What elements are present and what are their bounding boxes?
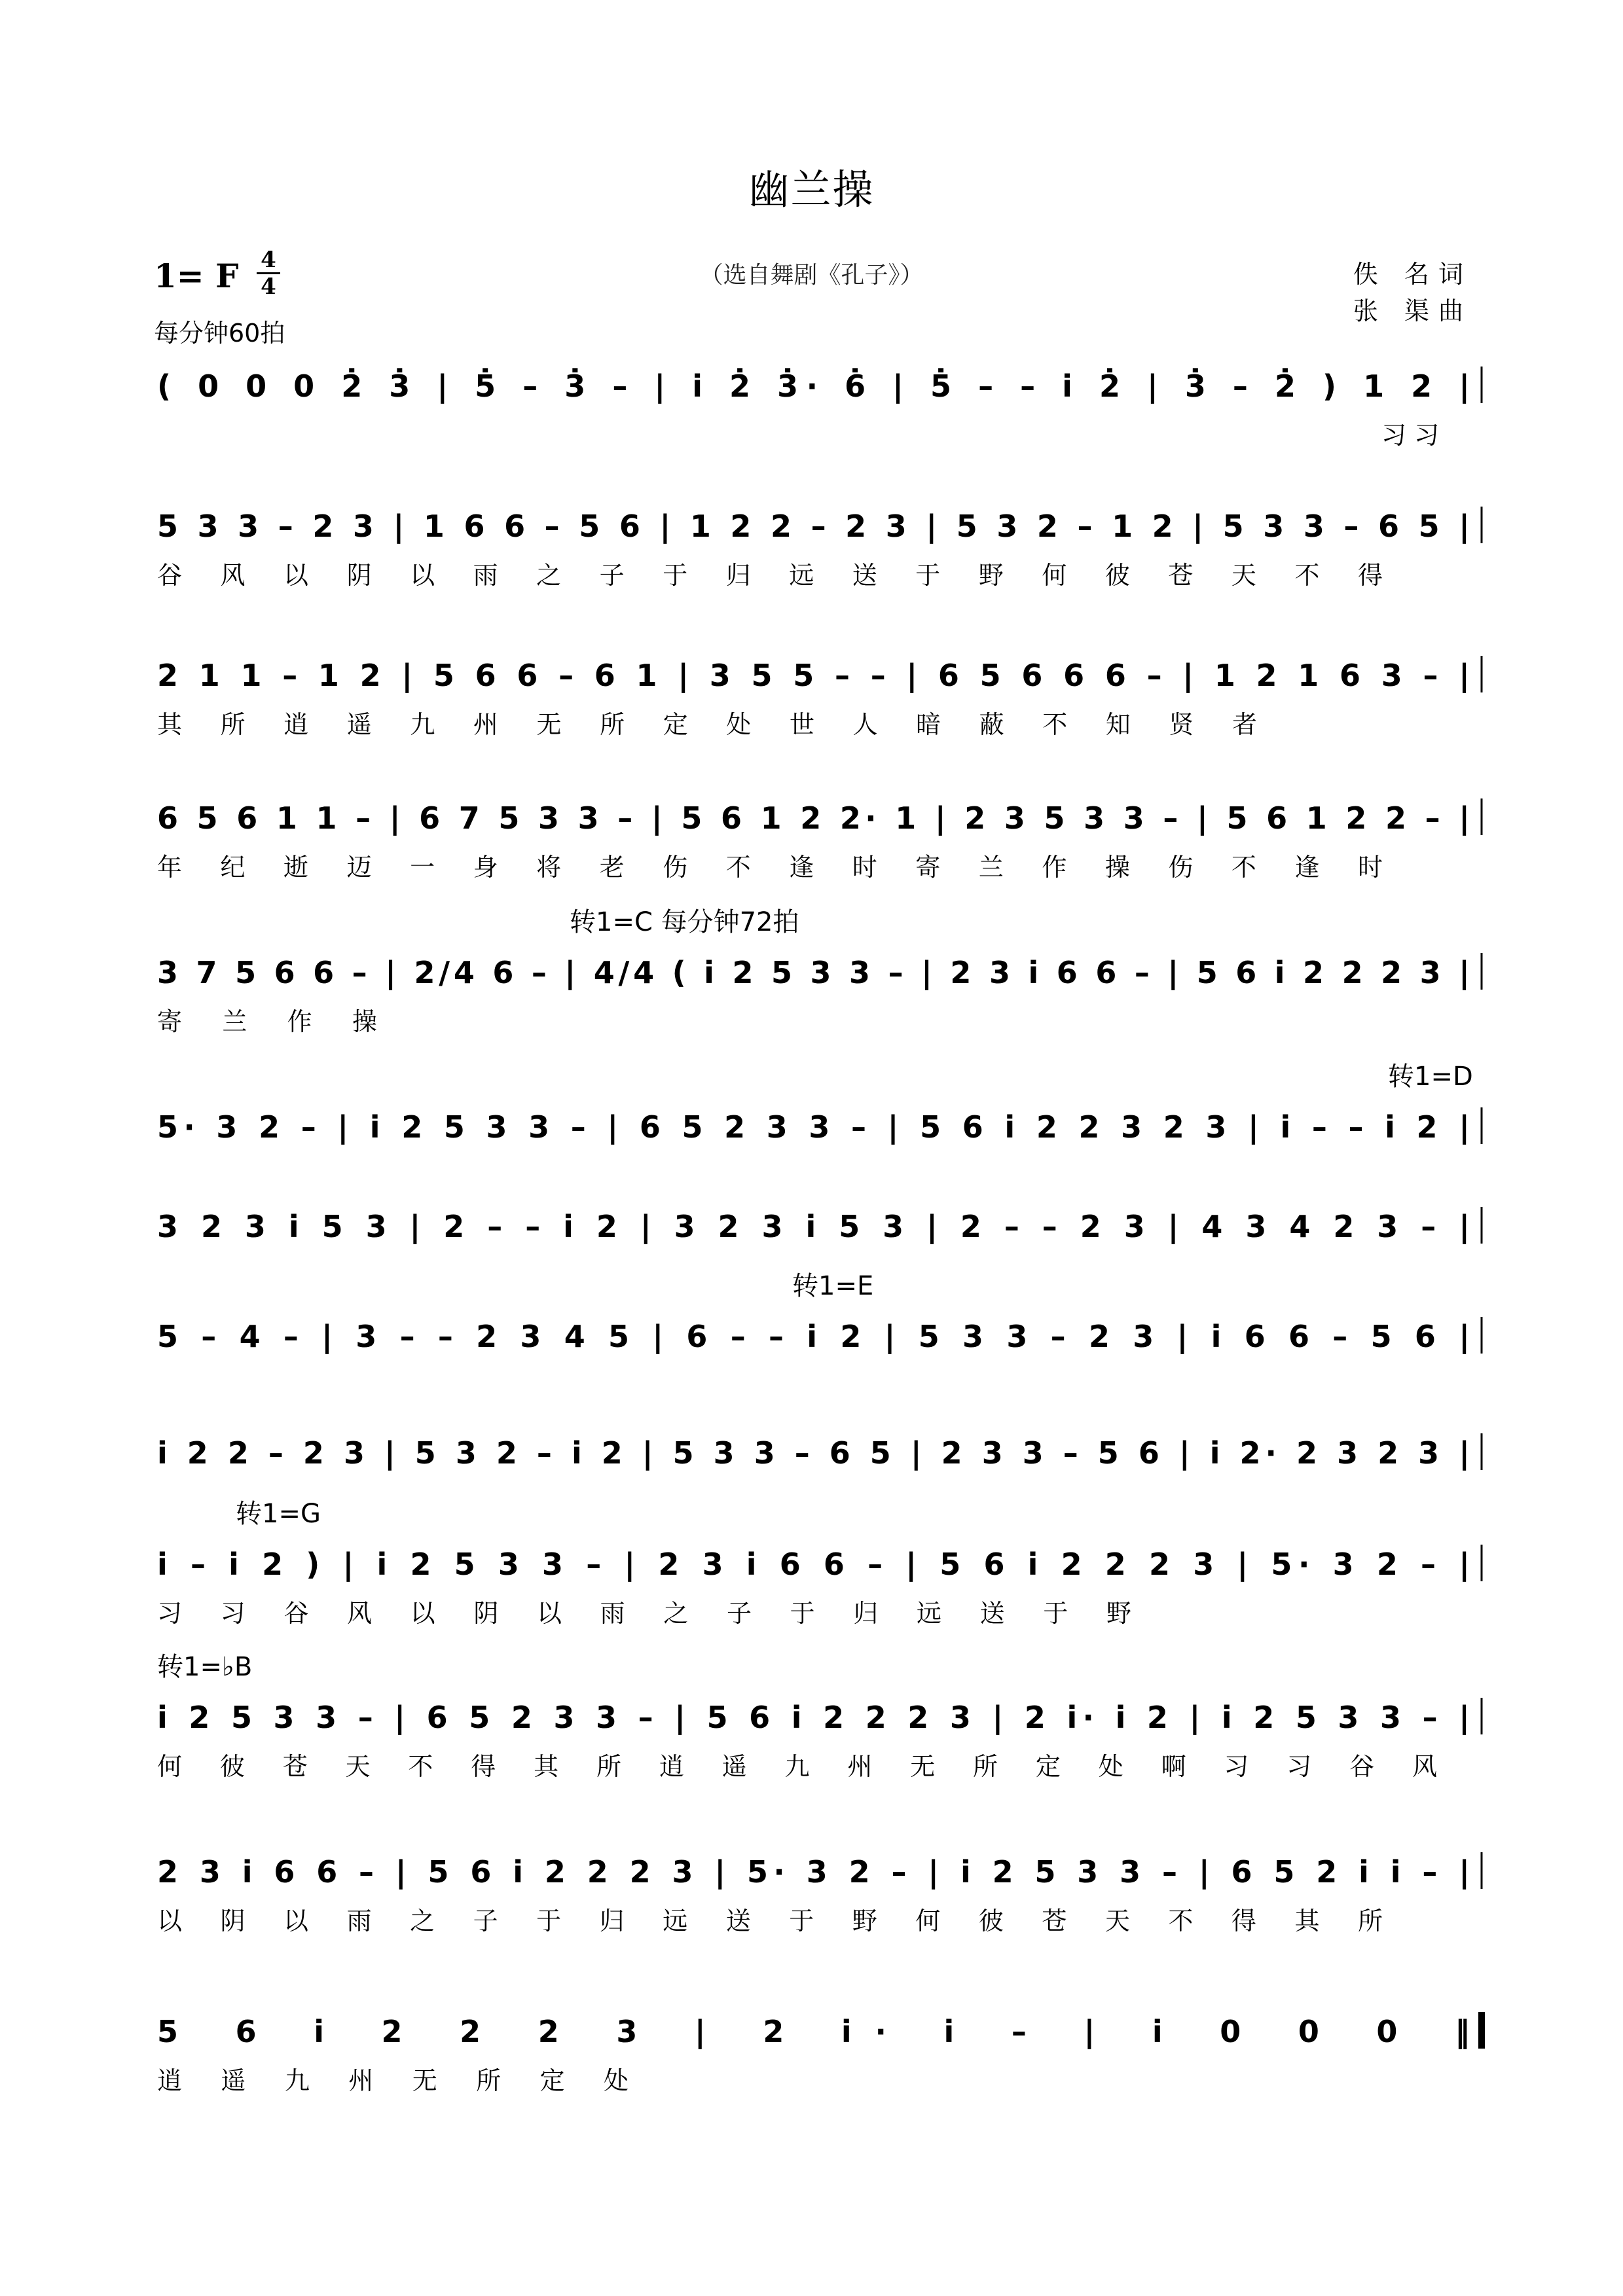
score-system (157, 367, 1482, 450)
score-system (157, 2012, 1482, 2095)
key-signature: 1= F (154, 257, 239, 295)
score-system (157, 1499, 1482, 1628)
modulation-marking: 转1=E (792, 1271, 874, 1301)
score-system (157, 1062, 1482, 1145)
notation-line: 2 3 i 6 6 – | 5 6 i 2 2 2 3 | 5· 3 2 – | i 2 5 3 3 – | 6 5 2 i i – | (157, 1854, 1470, 1890)
score-system (157, 907, 1482, 1036)
notation-line: 3 2 3 i 5 3 | 2 – – i 2 | 3 2 3 i 5 3 | 2 – – 2 3 | 4 3 4 2 3 – | (157, 1209, 1470, 1244)
notation-line: 6 5 6 1 1 – | 6 7 5 3 3 – | 5 6 1 2 2· 1 | 2 3 5 3 3 – | 5 6 1 2 2 – | (157, 800, 1470, 836)
lyrics-line: 习 习 谷 风 以 阴 以 雨 之 子 于 归 远 送 于 野 (157, 1599, 1132, 1628)
notation-line: ( 0 0 0 2̇ 3̇ | 5̇ – 3̇ – | i 2̇ 3̇· 6̇ | 5̇ – – i 2̇ | 3̇ – 2̇ ) 1 2 | (157, 368, 1470, 404)
modulation-marking: 转1=D (1388, 1062, 1473, 1092)
notation-line: i 2 2 – 2 3 | 5 3 2 – i 2 | 5 3 3 – 6 5 | 2 3 3 – 5 6 | i 2· 2 3 2 3 | (157, 1435, 1470, 1471)
time-sig-numerator: 4 (261, 247, 276, 273)
lyrics-line: 逍 遥 九 州 无 所 定 处 (157, 2066, 629, 2095)
modulation-marking: 转1=♭B (157, 1652, 253, 1682)
score-system (157, 656, 1482, 739)
score-system (157, 1207, 1482, 1245)
lyrics-line: 年 纪 逝 迈 一 身 将 老 伤 不 逢 时 寄 兰 作 操 伤 不 逢 时 (157, 853, 1383, 882)
notation-line: 5 3 3 – 2 3 | 1 6 6 – 5 6 | 1 2 2 – 2 3 | 5 3 2 – 1 2 | 5 3 3 – 6 5 | (157, 509, 1470, 544)
lyrics-line: 其 所 逍 遥 九 州 无 所 定 处 世 人 暗 蔽 不 知 贤 者 (157, 710, 1257, 739)
score-system (157, 1271, 1482, 1355)
score-system (157, 1433, 1482, 1471)
score-system (157, 1652, 1482, 1781)
lyricist-credit: 佚 名词 (1353, 260, 1472, 289)
notation-line: 3 7 5 6 6 – | 2/4 6 – | 4/4 ( i 2 5 3 3 – | 2 3 i 6 6 – | 5 6 i 2 2 2 3 | (157, 955, 1470, 990)
lyrics-line: 寄 兰 作 操 (157, 1007, 377, 1036)
notation-line: 5 6 i 2 2 2 3 | 2 i· i – | i 0 0 0 ‖ (157, 2014, 1470, 2049)
score-system (157, 798, 1482, 882)
lyrics-line: 谷 风 以 阴 以 雨 之 子 于 归 远 送 于 野 何 彼 苍 天 不 得 (157, 561, 1383, 590)
notation-line: i 2 5 3 3 – | 6 5 2 3 3 – | 5 6 i 2 2 2 3 | 2 i· i 2 | i 2 5 3 3 – | (157, 1700, 1470, 1735)
score-system (157, 1852, 1482, 1935)
score-system (157, 507, 1482, 590)
modulation-marking: 转1=G (236, 1499, 321, 1529)
subtitle: （选自舞剧《孔子》） (699, 262, 924, 289)
lyrics-line: 何 彼 苍 天 不 得 其 所 逍 遥 九 州 无 所 定 处 啊 习 习 谷 风 (157, 1752, 1438, 1781)
time-sig-denominator: 4 (261, 274, 276, 300)
notation-line: 2 1 1 – 1 2 | 5 6 6 – 6 1 | 3 5 5 – – | 6 5 6 6 6 – | 1 2 1 6 3 – | (157, 658, 1470, 693)
notation-line: 5 – 4 – | 3 – – 2 3 4 5 | 6 – – i 2 | 5 3 3 – 2 3 | i 6 6 – 5 6 | (157, 1319, 1470, 1354)
notation-line: i – i 2 ) | i 2 5 3 3 – | 2 3 i 6 6 – | 5 6 i 2 2 2 3 | 5· 3 2 – | (157, 1547, 1470, 1582)
notation-line: 5· 3 2 – | i 2 5 3 3 – | 6 5 2 3 3 – | 5 6 i 2 2 3 2 3 | i – – i 2 | (157, 1109, 1470, 1145)
lyrics-line: 以 阴 以 雨 之 子 于 归 远 送 于 野 何 彼 苍 天 不 得 其 所 (157, 1907, 1383, 1935)
lyrics-line: 习 习 (1381, 421, 1440, 450)
composer-credit: 张 渠曲 (1353, 296, 1472, 325)
tempo-marking: 每分钟60拍 (154, 319, 285, 348)
score-title: 幽兰操 (748, 166, 875, 213)
modulation-marking: 转1=C 每分钟72拍 (570, 907, 799, 937)
